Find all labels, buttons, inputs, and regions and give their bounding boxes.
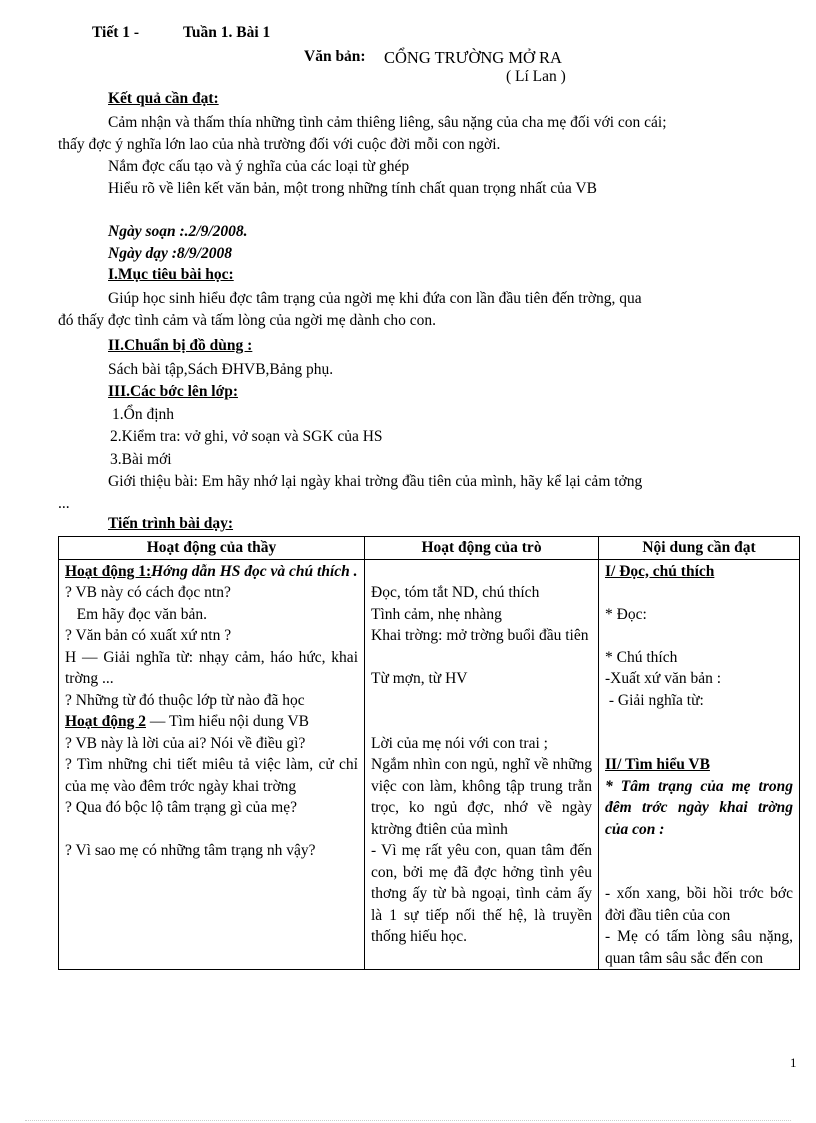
text-label: Văn bản: xyxy=(304,48,366,65)
text-title: CỔNG TRƯỜNG MỞ RA xyxy=(384,48,562,67)
objectives-line1: Giúp học sinh hiểu đợc tâm trạng của ngời mẹ khi đứa con lần đầu tiên đến trờng, qua xyxy=(108,290,642,307)
student-a6: Ngắm nhìn con ngủ, nghĩ về những việc con làm, không tập trung trằn trọc, ko ngủ đợc, nhớ về ngày ktrờng đtiên của mình xyxy=(371,756,592,838)
teacher-q6: ? VB này là lời của ai? Nói về điều gì? xyxy=(65,734,306,752)
student-column xyxy=(365,559,599,970)
page-number: 1 xyxy=(790,1055,797,1070)
prep-text: Sách bài tập,Sách ĐHVB,Bảng phụ. xyxy=(108,361,334,378)
student-a1: Đọc, tóm tắt ND, chú thích xyxy=(371,584,540,601)
header-content: Nội dung cần đạt xyxy=(599,537,800,560)
content-c4: - Giải nghĩa từ: xyxy=(605,691,704,709)
results-para2: Nắm đợc cấu tạo và ý nghĩa của các loại từ ghép xyxy=(108,158,410,175)
content-c2: * Chú thích xyxy=(605,648,678,666)
content-c1: * Đọc: xyxy=(605,605,647,623)
student-a5: Lời của mẹ nói với con trai ; xyxy=(371,734,548,752)
teacher-q8: ? Qua đó bộc lộ tâm trạng gì của mẹ? xyxy=(65,799,297,816)
teacher-q5: ? Những từ đó thuộc lớp từ nào đã học xyxy=(65,691,305,709)
progress-heading: Tiến trình bài dạy: xyxy=(108,515,234,532)
results-para3: Hiểu rõ về liên kết văn bản, một trong những tính chất quan trọng nhất của VB xyxy=(108,180,597,197)
activity-2 xyxy=(65,711,358,733)
results-para1-line1: Cảm nhận và thấm thía những tình cảm thiêng liêng, sâu nặng của cha mẹ đối với con cái; xyxy=(108,114,667,131)
activity-1-title: Hớng dẫn HS đọc và chú thích . xyxy=(151,562,358,580)
section-1-heading: I/ Đọc, chú thích xyxy=(605,562,715,580)
content-c3: -Xuất xứ văn bản : xyxy=(605,670,722,687)
section-2-heading: II/ Tìm hiểu VB xyxy=(605,756,710,773)
table-header-row xyxy=(59,537,800,560)
results-para1-line2: thấy đợc ý nghĩa lớn lao của nhà trường đối với cuộc đời mỗi con ngời. xyxy=(58,136,501,153)
step-3: 3.Bài mới xyxy=(110,451,172,468)
activity-2-label: Hoạt động 2 xyxy=(65,713,146,730)
table-row xyxy=(59,559,800,970)
student-a2: Tình cảm, nhẹ nhàng xyxy=(371,605,502,623)
content-subheading: * Tâm trạng của mẹ trong đêm trớc ngày khai trờng của con : xyxy=(605,777,793,838)
step-2: 2.Kiểm tra: vở ghi, vở soạn và SGK của HS xyxy=(110,428,383,445)
student-a3: Khai trờng: mở trờng buổi đầu tiên xyxy=(371,627,589,644)
objectives-heading: I.Mục tiêu bài học: xyxy=(108,266,234,283)
student-a4: Từ mợn, từ HV xyxy=(371,670,468,687)
content-c5: - xốn xang, bồi hồi trớc bớc đời đầu tiên của con xyxy=(605,885,793,924)
results-heading: Kết quả cần đạt: xyxy=(108,90,219,107)
student-a7: - Vì mẹ rất yêu con, quan tâm đến con, bởi mẹ đã đợc hởng tình yêu thơng ấy từ bà ngoại, tình cảm ấy là 1 sự tiếp nối thế hệ, là truyền thống hiếu học. xyxy=(371,842,592,945)
header-teacher: Hoạt động của thầy xyxy=(59,537,365,560)
intro-line1: Giới thiệu bài: Em hãy nhớ lại ngày khai trờng đầu tiên của mình, hãy kể lại cảm tởng xyxy=(108,473,643,490)
activity-1 xyxy=(65,561,358,583)
teacher-q9: ? Vì sao mẹ có những tâm trạng nh vậy? xyxy=(65,842,316,859)
activity-1-label: Hoạt động 1: xyxy=(65,562,152,580)
teacher-q4: H — Giải nghĩa từ: nhạy cảm, háo hức, khai trờng ... xyxy=(65,648,358,687)
teacher-q3: ? Văn bản có xuất xứ ntn ? xyxy=(65,627,232,644)
content-column xyxy=(599,559,800,970)
date-prepared: Ngày soạn :.2/9/2008. xyxy=(108,223,248,240)
activity-2-title: — Tìm hiểu nội dung VB xyxy=(145,713,310,730)
teacher-q1: ? VB này có cách đọc ntn? xyxy=(65,584,231,601)
prep-heading: II.Chuẩn bị đồ dùng : xyxy=(108,337,253,354)
author: ( Lí Lan ) xyxy=(506,68,566,85)
objectives-line2: đó thấy đợc tình cảm và tấm lòng của ngời mẹ dành cho con. xyxy=(58,312,436,329)
header-student: Hoạt động của trò xyxy=(365,537,599,560)
step-1: 1.Ổn định xyxy=(112,406,174,423)
teacher-q7: ? Tìm những chi tiết miêu tả việc làm, cử chỉ của mẹ vào đêm trớc ngày khai trờng xyxy=(65,756,358,795)
intro-line2: ... xyxy=(58,495,70,512)
teacher-column xyxy=(59,559,365,970)
week-lesson: Tuần 1. Bài 1 xyxy=(183,24,271,41)
footer-divider xyxy=(25,1120,791,1121)
lesson-number: Tiết 1 - xyxy=(92,24,140,41)
teacher-q2: Em hãy đọc văn bản. xyxy=(65,605,208,623)
content-c6: - Mẹ có tấm lòng sâu nặng, quan tâm sâu sắc đến con xyxy=(605,928,793,967)
steps-heading: III.Các bớc lên lớp: xyxy=(108,383,238,400)
lesson-plan-table xyxy=(58,536,800,970)
date-taught: Ngày dạy :8/9/2008 xyxy=(108,245,232,262)
